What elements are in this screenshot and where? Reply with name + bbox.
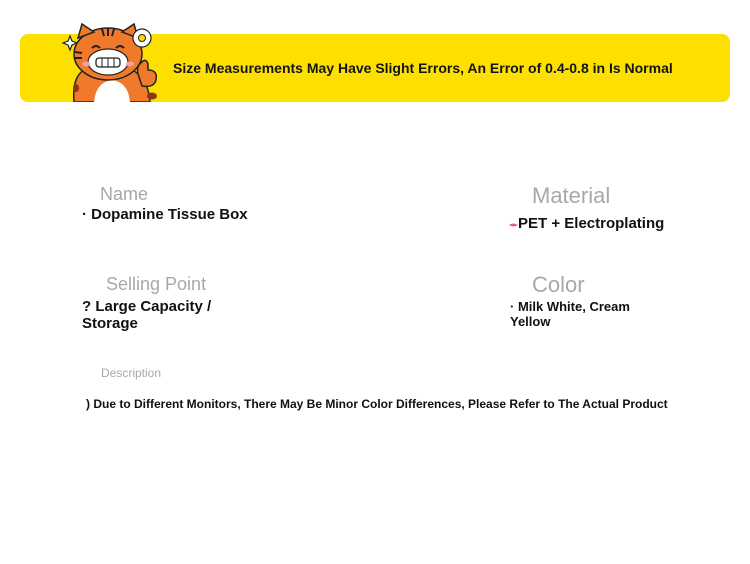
size-notice-text: Size Measurements May Have Slight Errors, An Error of 0.4-0.8 in Is Normal [173, 60, 673, 76]
selling-point-value: ? Large Capacity / Storage [82, 298, 212, 332]
tiger-mascot-icon [62, 22, 166, 102]
pink-mark-icon [509, 222, 518, 228]
name-label: Name [100, 184, 149, 204]
description-value: ) Due to Different Monitors, There May Be Minor Color Differences, Please Refer to The Actual Product [86, 397, 668, 411]
material-value: PET + Electroplating [518, 215, 665, 232]
color-value: · Milk White, Cream Yellow [510, 299, 630, 329]
selling-point-label: Selling Point [106, 274, 207, 294]
description-label: Description [101, 366, 162, 380]
color-label: Color [532, 272, 585, 297]
material-label: Material [532, 183, 611, 208]
name-value: · Dopamine Tissue Box [82, 206, 248, 223]
